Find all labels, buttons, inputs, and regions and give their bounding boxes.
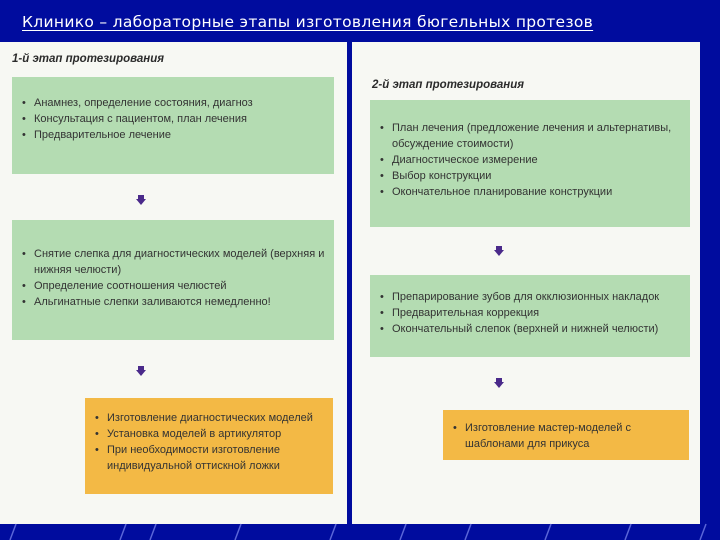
- stage2-box-3-list: [453, 420, 683, 452]
- stage1-box-2-list: [22, 246, 328, 310]
- list-item: • Диагностическое измерение: [380, 152, 684, 168]
- list-item: • Изготовление диагностических моделей: [95, 410, 327, 426]
- stage2-box-2-list: [380, 289, 684, 337]
- decorative-stripes: [0, 520, 720, 540]
- stage2-box-1: [370, 100, 690, 227]
- list-item: • Изготовление мастер-моделей с шаблонами для прикуса: [453, 420, 683, 452]
- list-item: • План лечения (предложение лечения и альтернативы, обсуждение стоимости): [380, 120, 684, 152]
- stage1-box-1-list: [22, 95, 328, 143]
- list-item: • Предварительная коррекция: [380, 305, 684, 321]
- stage2-title: 2-й этап протезирования: [372, 79, 525, 91]
- list-item: • Определение соотношения челюстей: [22, 278, 328, 294]
- list-item: • Окончательный слепок (верхней и нижней челюсти): [380, 321, 684, 337]
- stage1-box-2: [12, 220, 334, 340]
- stage1-box-3: [85, 398, 333, 494]
- list-item: • Снятие слепка для диагностических моделей (верхняя и нижняя челюсти): [22, 246, 328, 278]
- stage1-title: 1-й этап протезирования: [12, 53, 165, 65]
- list-item: • Окончательное планирование конструкции: [380, 184, 684, 200]
- slide-title: Клинико – лабораторные этапы изготовления бюгельных протезов: [22, 13, 594, 31]
- list-item: • Препарирование зубов для окклюзионных накладок: [380, 289, 684, 305]
- down-arrow-icon: [494, 378, 504, 388]
- stage1-box-1: [12, 77, 334, 174]
- list-item: • Анамнез, определение состояния, диагноз: [22, 95, 328, 111]
- list-item: • Предварительное лечение: [22, 127, 328, 143]
- stage2-box-2: [370, 275, 690, 357]
- list-item: • При необходимости изготовление индивидуальной оттискной ложки: [95, 442, 327, 474]
- down-arrow-icon: [136, 366, 146, 376]
- stage1-box-3-list: [95, 410, 327, 474]
- stage2-box-1-list: [380, 120, 684, 200]
- down-arrow-icon: [136, 195, 146, 205]
- list-item: • Консультация с пациентом, план лечения: [22, 111, 328, 127]
- down-arrow-icon: [494, 246, 504, 256]
- list-item: • Выбор конструкции: [380, 168, 684, 184]
- stage2-box-3: [443, 410, 689, 460]
- list-item: • Альгинатные слепки заливаются немедленно!: [22, 294, 328, 310]
- list-item: • Установка моделей в артикулятор: [95, 426, 327, 442]
